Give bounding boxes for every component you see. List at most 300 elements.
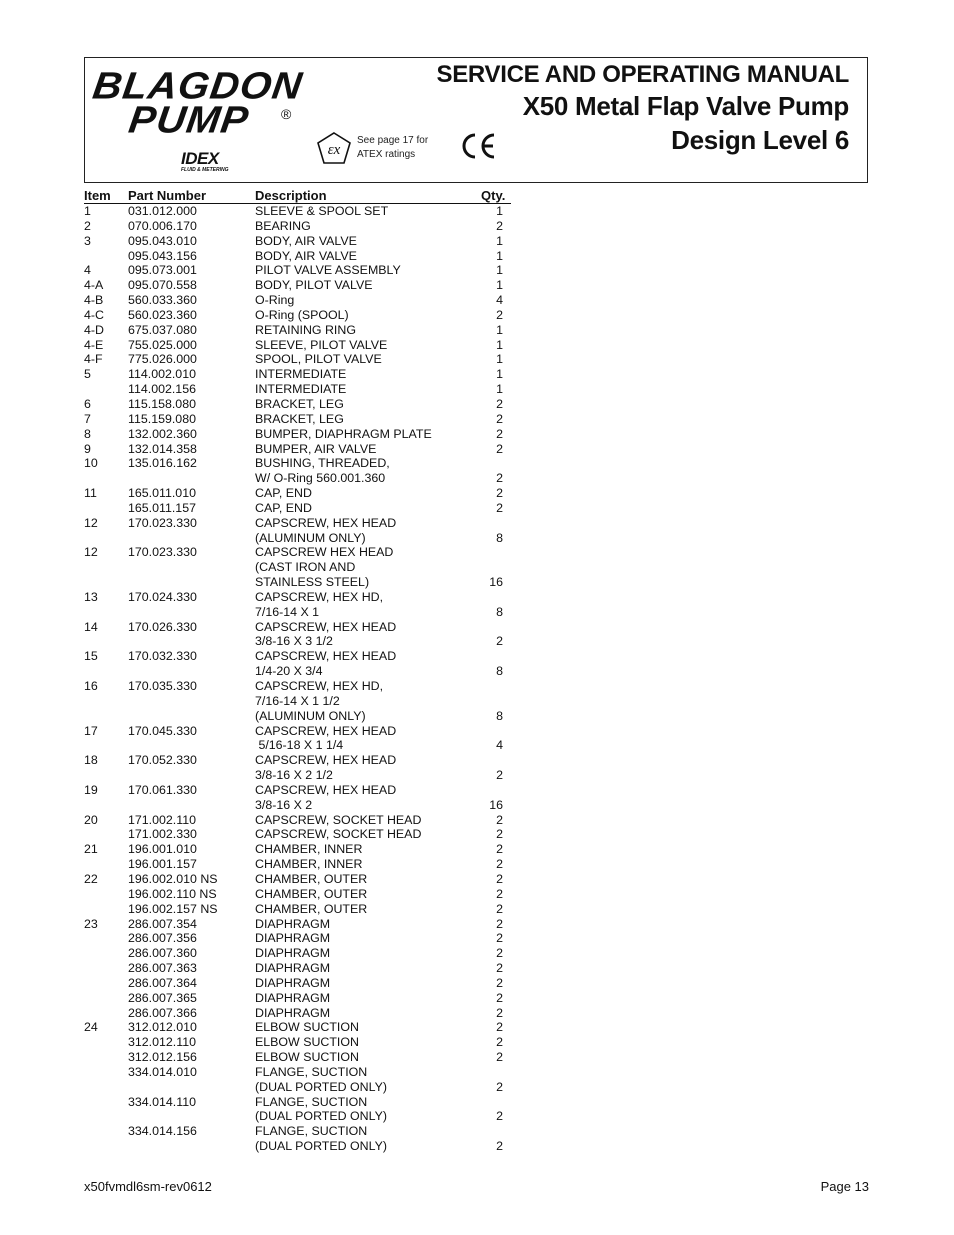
table-row [84, 278, 511, 293]
cell-item: 6 [84, 396, 91, 411]
cell-part-number: 286.007.364 [128, 975, 197, 990]
cell-description: CHAMBER, INNER [255, 842, 363, 857]
table-row [84, 293, 511, 308]
cell-description: CAPSCREW, SOCKET HEAD [255, 812, 422, 827]
cell-part-number: 560.033.360 [128, 293, 197, 308]
cell-part-number: 115.159.080 [128, 411, 196, 426]
cell-description: SLEEVE, PILOT VALVE [255, 337, 388, 352]
table-row [84, 634, 511, 649]
pump-model-title: X50 Metal Flap Valve Pump [522, 91, 849, 121]
table-row [84, 308, 511, 323]
cell-item [84, 1006, 128, 1021]
cell-part-number: 286.007.366 [128, 1005, 197, 1020]
parts-list-table [84, 189, 511, 1154]
cell-qty: 2 [496, 842, 503, 857]
cell-qty: 2 [496, 218, 503, 233]
cell-item [84, 961, 128, 976]
table-row [84, 442, 511, 457]
cell-part-number [128, 1139, 255, 1154]
cell-description: INTERMEDIATE [255, 367, 347, 382]
cell-qty: 1 [496, 233, 503, 248]
cell-description: BODY, AIR VALVE [255, 233, 357, 248]
table-row [84, 961, 511, 976]
cell-qty: 2 [496, 396, 503, 411]
table-row [84, 501, 511, 516]
cell-part-number [128, 560, 255, 575]
cell-item: 20 [84, 812, 98, 827]
cell-description: DIAPHRAGM [255, 990, 331, 1005]
cell-item: 4-F [84, 352, 103, 367]
cell-description: (CAST IRON AND [255, 560, 356, 575]
table-row [84, 991, 511, 1006]
cell-part-number [128, 1109, 255, 1124]
cell-item: 10 [84, 456, 98, 471]
cell-qty: 1 [496, 337, 503, 352]
table-row [84, 1139, 511, 1154]
table-row [84, 471, 511, 486]
cell-description: O-Ring (SPOOL) [255, 307, 349, 322]
cell-item [84, 634, 128, 649]
table-row [84, 887, 511, 902]
cell-part-number: 171.002.330 [128, 827, 197, 842]
table-row [84, 545, 511, 560]
cell-description: ELBOW SUCTION [255, 1020, 359, 1035]
cell-item [84, 1065, 128, 1080]
cell-description: CAPSCREW, HEX HEAD [255, 782, 397, 797]
table-row [84, 931, 511, 946]
table-row [84, 857, 511, 872]
cell-description: 1/4-20 X 3/4 [255, 664, 323, 679]
table-row [84, 1065, 511, 1080]
cell-part-number [128, 664, 255, 679]
cell-description: (DUAL PORTED ONLY) [255, 1109, 387, 1124]
table-row [84, 1080, 511, 1095]
table-row [84, 204, 511, 219]
cell-part-number [128, 694, 255, 709]
cell-part-number: 286.007.354 [128, 916, 197, 931]
header-part-number: Part Number [128, 189, 255, 204]
cell-qty: 2 [496, 827, 503, 842]
cell-qty: 2 [496, 768, 503, 783]
cell-part-number [128, 709, 255, 724]
table-row [84, 605, 511, 620]
header-item: Item [84, 189, 128, 204]
cell-item [84, 531, 128, 546]
cell-part-number: 170.023.330 [128, 545, 197, 560]
cell-item: 1 [84, 204, 91, 218]
cell-part-number: 170.026.330 [128, 619, 197, 634]
cell-part-number: 170.024.330 [128, 589, 197, 604]
table-row [84, 917, 511, 932]
cell-item [84, 605, 128, 620]
cell-part-number: 095.073.001 [128, 263, 197, 278]
cell-description: BEARING [255, 218, 311, 233]
cell-description: CAPSCREW, HEX HEAD [255, 649, 397, 664]
cell-part-number: 132.014.358 [128, 441, 197, 456]
cell-item: 23 [84, 916, 98, 931]
cell-part-number: 286.007.356 [128, 931, 197, 946]
cell-part-number: 132.002.360 [128, 426, 197, 441]
cell-description: FLANGE, SUCTION [255, 1124, 368, 1139]
cell-item: 2 [84, 218, 91, 233]
cell-item: 19 [84, 782, 98, 797]
table-row [84, 724, 511, 739]
cell-description: BUSHING, THREADED, [255, 456, 390, 471]
cell-item: 11 [84, 486, 97, 501]
idex-subtitle: FLUID & METERING [181, 167, 229, 173]
cell-qty: 2 [496, 426, 503, 441]
cell-part-number: 115.158.080 [128, 396, 196, 411]
cell-qty: 8 [496, 664, 503, 679]
cell-item: 4-D [84, 322, 104, 337]
cell-qty: 2 [496, 471, 503, 486]
cell-description: SLEEVE & SPOOL SET [255, 204, 389, 218]
cell-item: 4-C [84, 307, 104, 322]
cell-item [84, 857, 128, 872]
table-row [84, 768, 511, 783]
table-row [84, 486, 511, 501]
cell-part-number: 675.037.080 [128, 322, 197, 337]
table-row [84, 234, 511, 249]
cell-description: BUMPER, DIAPHRAGM PLATE [255, 426, 432, 441]
cell-description: DIAPHRAGM [255, 1005, 331, 1020]
table-row [84, 872, 511, 887]
cell-description: CAPSCREW, HEX HEAD [255, 515, 397, 530]
cell-part-number [128, 605, 255, 620]
table-row [84, 516, 511, 531]
cell-part-number: 171.002.110 [128, 812, 196, 827]
cell-qty: 2 [496, 901, 503, 916]
cell-qty: 2 [496, 500, 503, 515]
cell-qty: 1 [496, 322, 503, 337]
cell-description: (DUAL PORTED ONLY) [255, 1139, 387, 1154]
cell-item: 13 [84, 589, 98, 604]
cell-item [84, 664, 128, 679]
cell-item: 4-A [84, 278, 104, 293]
cell-qty: 4 [496, 738, 503, 753]
cell-description: SPOOL, PILOT VALVE [255, 352, 382, 367]
cell-qty: 2 [496, 1005, 503, 1020]
cell-qty [481, 724, 511, 739]
cell-description: DIAPHRAGM [255, 946, 331, 961]
header-qty: Qty. [481, 189, 511, 204]
cell-qty: 2 [496, 931, 503, 946]
cell-description: 3/8-16 X 2 1/2 [255, 768, 333, 783]
cell-description: FLANGE, SUCTION [255, 1094, 368, 1109]
cell-part-number: 170.045.330 [128, 723, 197, 738]
cell-part-number [128, 471, 255, 486]
cell-description: CHAMBER, OUTER [255, 886, 368, 901]
cell-description: CAPSCREW, HEX HEAD [255, 723, 397, 738]
cell-part-number: 196.001.010 [128, 842, 197, 857]
table-row [84, 1035, 511, 1050]
cell-item [84, 768, 128, 783]
cell-qty: 2 [496, 634, 503, 649]
cell-item: 16 [84, 679, 98, 693]
cell-part-number: 312.012.010 [128, 1020, 197, 1035]
table-row [84, 813, 511, 828]
cell-part-number: 165.011.010 [128, 486, 196, 501]
parts-table-body [84, 204, 511, 1155]
cell-item [84, 1035, 128, 1050]
cell-part-number: 070.006.170 [128, 218, 197, 233]
cell-description: W/ O-Ring 560.001.360 [255, 471, 386, 486]
table-row [84, 976, 511, 991]
cell-item: 5 [84, 367, 91, 382]
cell-qty: 2 [496, 307, 503, 322]
header-description: Description [255, 189, 481, 204]
table-row [84, 1109, 511, 1124]
cell-qty [481, 620, 511, 635]
cell-item [84, 1095, 128, 1110]
cell-qty [481, 516, 511, 531]
table-header-row [84, 189, 511, 204]
cell-item [84, 471, 128, 486]
cell-qty: 16 [489, 797, 503, 812]
cell-part-number: 196.002.110 NS [128, 886, 217, 901]
cell-part-number: 196.001.157 [128, 857, 197, 872]
cell-description: CAPSCREW, HEX HEAD [255, 619, 397, 634]
cell-item [84, 738, 128, 753]
cell-qty: 2 [496, 857, 503, 872]
svg-text:εx: εx [327, 142, 341, 158]
cell-qty: 2 [496, 1035, 503, 1050]
cell-item: 21 [84, 842, 98, 857]
cell-description: BRACKET, LEG [255, 411, 344, 426]
cell-qty: 16 [489, 575, 503, 590]
cell-description: PILOT VALVE ASSEMBLY [255, 263, 401, 278]
table-row [84, 827, 511, 842]
design-level-title: Design Level 6 [671, 125, 849, 155]
cell-part-number: 196.002.010 NS [128, 871, 218, 886]
cell-item: 12 [84, 545, 98, 560]
cell-part-number [128, 768, 255, 783]
cell-item: 24 [84, 1020, 98, 1035]
cell-qty: 2 [496, 1079, 503, 1094]
idex-mark: IDEX [181, 149, 219, 168]
cell-qty: 2 [496, 961, 503, 976]
table-row [84, 531, 511, 546]
title-block [436, 61, 849, 157]
table-row [84, 902, 511, 917]
cell-item: 9 [84, 441, 91, 456]
cell-description: 7/16-14 X 1 1/2 [255, 693, 340, 708]
cell-qty [481, 753, 511, 768]
cell-description: CAPSCREW, HEX HEAD [255, 753, 397, 768]
cell-item [84, 1080, 128, 1095]
cell-description: BRACKET, LEG [255, 396, 344, 411]
cell-qty: 8 [496, 604, 503, 619]
cell-part-number: 312.012.156 [128, 1050, 197, 1065]
cell-item [84, 976, 128, 991]
cell-part-number [128, 1080, 255, 1095]
cell-part-number: 196.002.157 NS [128, 901, 218, 916]
cell-item [84, 798, 128, 813]
table-row [84, 679, 511, 694]
cell-description: RETAINING RING [255, 322, 356, 337]
cell-qty: 2 [496, 946, 503, 961]
cell-part-number: 334.014.156 [128, 1124, 197, 1139]
table-row [84, 560, 511, 575]
cell-qty: 1 [496, 204, 503, 218]
table-row [84, 664, 511, 679]
cell-part-number: 165.011.157 [128, 500, 196, 515]
cell-description: CAPSCREW, SOCKET HEAD [255, 827, 422, 842]
atex-note-line2: ATEX ratings [357, 149, 416, 160]
cell-part-number: 031.012.000 [128, 204, 197, 218]
cell-part-number: 312.012.110 [128, 1035, 196, 1050]
cell-item [84, 931, 128, 946]
cell-description: CAPSCREW HEX HEAD [255, 545, 394, 560]
cell-description: CHAMBER, INNER [255, 857, 363, 872]
table-row [84, 427, 511, 442]
table-row [84, 590, 511, 605]
cell-item: 17 [84, 723, 98, 738]
cell-qty: 2 [496, 871, 503, 886]
cell-qty [481, 649, 511, 664]
cell-qty [481, 1095, 511, 1110]
cell-part-number: 755.025.000 [128, 337, 197, 352]
cell-part-number: 095.043.156 [128, 248, 197, 263]
cell-part-number: 170.032.330 [128, 649, 197, 664]
cell-item [84, 501, 128, 516]
cell-item: 4 [84, 263, 91, 278]
cell-item: 22 [84, 871, 98, 886]
table-row [84, 842, 511, 857]
cell-description: (ALUMINUM ONLY) [255, 530, 366, 545]
cell-item [84, 1109, 128, 1124]
table-row [84, 753, 511, 768]
cell-item [84, 887, 128, 902]
cell-qty: 1 [496, 263, 503, 278]
cell-item [84, 946, 128, 961]
cell-part-number [128, 738, 255, 753]
cell-part-number: 095.070.558 [128, 278, 197, 293]
cell-item [84, 827, 128, 842]
table-row [84, 1124, 511, 1139]
table-row [84, 709, 511, 724]
cell-qty: 1 [496, 382, 503, 397]
table-row [84, 1006, 511, 1021]
table-row [84, 397, 511, 412]
cell-part-number [128, 531, 255, 546]
cell-item: 14 [84, 619, 98, 634]
cell-qty: 2 [496, 975, 503, 990]
cell-qty: 2 [496, 1109, 503, 1124]
manual-title: SERVICE AND OPERATING MANUAL [436, 61, 849, 88]
cell-part-number: 095.043.010 [128, 233, 197, 248]
table-row [84, 263, 511, 278]
table-row [84, 1020, 511, 1035]
cell-qty [481, 1124, 511, 1139]
page-number: Page 13 [820, 1179, 869, 1194]
table-row [84, 649, 511, 664]
cell-qty: 8 [496, 530, 503, 545]
cell-qty [481, 590, 511, 605]
cell-part-number: 114.002.156 [128, 382, 196, 397]
cell-item: 4-E [84, 337, 104, 352]
cell-description: BUMPER, AIR VALVE [255, 441, 377, 456]
cell-item: 12 [84, 515, 98, 530]
cell-description: BODY, PILOT VALVE [255, 278, 373, 293]
cell-description: O-Ring [255, 293, 295, 308]
cell-description: CAPSCREW, HEX HD, [255, 589, 384, 604]
cell-qty: 2 [496, 441, 503, 456]
atex-note [357, 134, 428, 162]
table-row [84, 1050, 511, 1065]
cell-qty [481, 560, 511, 575]
table-row [84, 352, 511, 367]
cell-description: CAP, END [255, 486, 312, 501]
cell-item [84, 560, 128, 575]
cell-qty: 2 [496, 411, 503, 426]
cell-description: 7/16-14 X 1 [255, 604, 320, 619]
cell-qty: 2 [496, 1020, 503, 1035]
cell-description: CAP, END [255, 500, 312, 515]
cell-part-number [128, 798, 255, 813]
table-row [84, 367, 511, 382]
cell-description: CHAMBER, OUTER [255, 871, 368, 886]
table-row [84, 249, 511, 264]
cell-item [84, 709, 128, 724]
table-row [84, 338, 511, 353]
table-row [84, 382, 511, 397]
cell-description: (ALUMINUM ONLY) [255, 708, 366, 723]
cell-part-number: 170.061.330 [128, 782, 197, 797]
cell-item [84, 575, 128, 590]
cell-part-number: 170.052.330 [128, 753, 197, 768]
cell-item [84, 902, 128, 917]
blagdon-pump-logo [90, 64, 333, 174]
cell-qty: 1 [496, 248, 503, 263]
cell-item [84, 991, 128, 1006]
cell-part-number: 135.016.162 [128, 456, 197, 471]
cell-item: 15 [84, 649, 98, 664]
table-row [84, 219, 511, 234]
atex-ex-icon [317, 132, 351, 164]
cell-part-number: 286.007.363 [128, 961, 197, 976]
cell-qty [481, 1065, 511, 1080]
cell-qty: 1 [496, 352, 503, 367]
cell-part-number: 170.035.330 [128, 679, 197, 693]
cell-part-number: 170.023.330 [128, 515, 197, 530]
cell-description: 3/8-16 X 3 1/2 [255, 634, 333, 649]
table-row [84, 783, 511, 798]
cell-item [84, 694, 128, 709]
cell-description: DIAPHRAGM [255, 975, 331, 990]
cell-description: ELBOW SUCTION [255, 1050, 359, 1065]
cell-item: 4-B [84, 293, 104, 308]
cell-qty: 4 [496, 293, 503, 308]
cell-item [84, 1124, 128, 1139]
cell-description: DIAPHRAGM [255, 916, 331, 931]
cell-qty: 1 [496, 278, 503, 293]
cell-qty: 2 [496, 1050, 503, 1065]
registered-mark: ® [281, 106, 292, 122]
cell-description: INTERMEDIATE [255, 382, 347, 397]
atex-note-line1: See page 17 for [357, 135, 429, 146]
cell-item [84, 1139, 128, 1154]
cell-item: 18 [84, 753, 98, 768]
cell-part-number: 286.007.360 [128, 946, 197, 961]
cell-qty [481, 456, 511, 471]
cell-description: BODY, AIR VALVE [255, 248, 357, 263]
document-code: x50fvmdl6sm-rev0612 [84, 1179, 212, 1194]
cell-qty: 2 [496, 1139, 503, 1154]
cell-qty: 8 [496, 708, 503, 723]
cell-qty: 2 [496, 812, 503, 827]
cell-qty: 2 [496, 990, 503, 1005]
